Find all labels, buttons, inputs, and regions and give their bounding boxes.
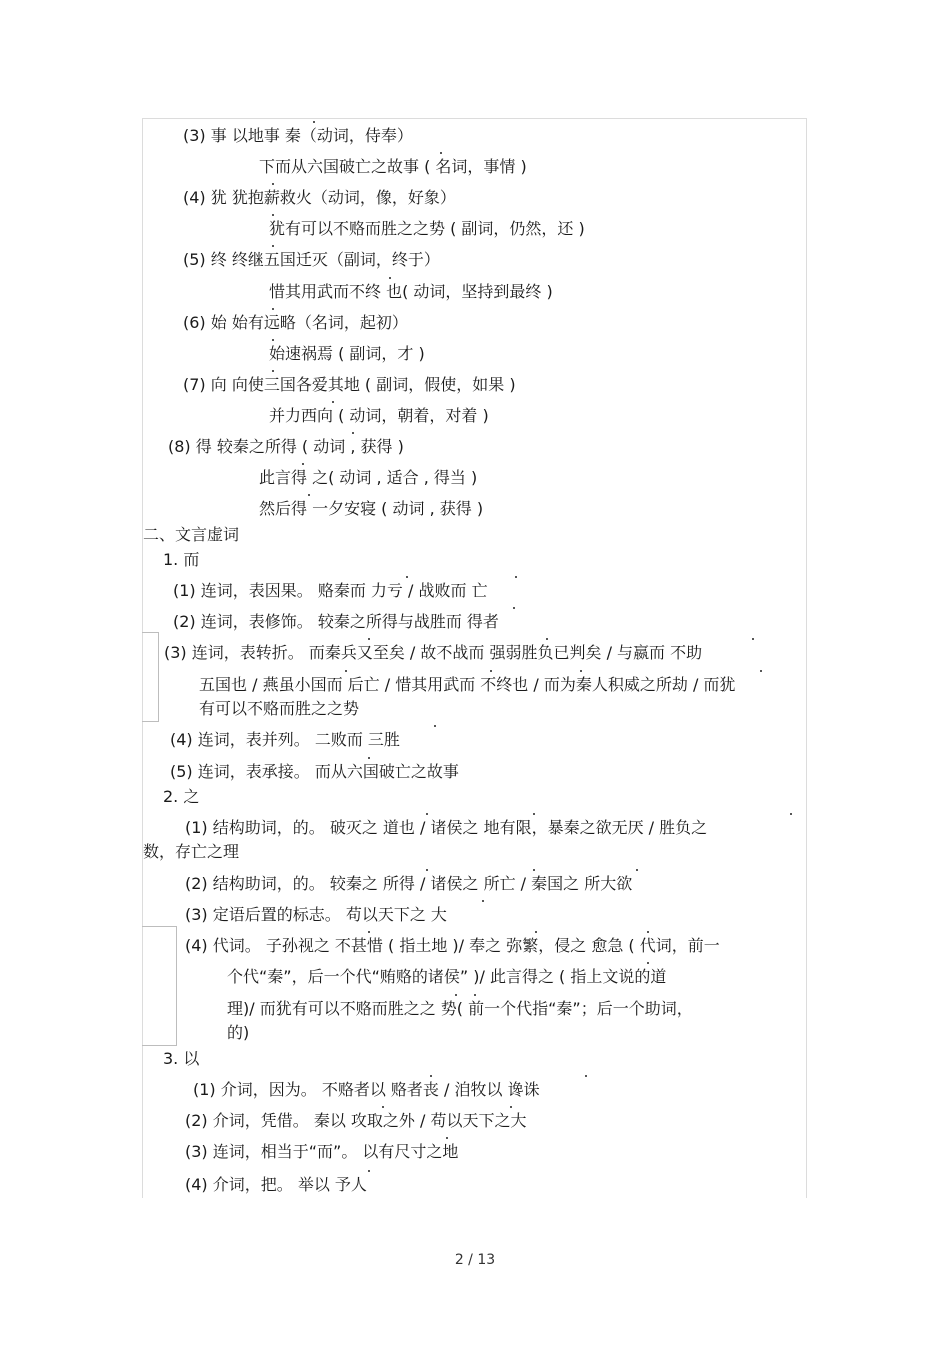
emphasis-dot [272,339,274,341]
emphasis-dot [580,670,582,672]
zhi-usage-3: (3) 定语后置的标志。 苟以天下之 大 [185,905,447,924]
entry-shi3-1: (6) 始 始有远略（名词，起初） [183,313,408,332]
entry-de-2: 此言得 之( 动词 , 适合 , 得当 ) [259,468,478,487]
entry-xiang-1: (7) 向 向使三国各爱其地 ( 副词，假使，如果 ) [183,375,516,394]
section-heading-xuci: 二、文言虚词 [143,525,240,544]
emphasis-dot [790,813,792,815]
emphasis-dot [272,308,274,310]
entry-you-1: (4) 犹 犹抱薪救火（动词，像，好象） [183,188,456,207]
emphasis-dot [513,607,515,609]
entry-zhong-2: 惜其用武而不终 也( 动词，坚持到最终 ) [269,282,553,301]
entry-you-2: 犹有可以不赂而胜之之势 ( 副词，仍然，还 ) [269,219,585,238]
emphasis-dot [313,121,315,123]
emphasis-dot [308,494,310,496]
yi-usage-4: (4) 介词，把。 举以 予人 [185,1175,367,1194]
entry-shi3-2: 始速祸焉 ( 副词，才 ) [269,344,425,363]
emphasis-dot [440,152,442,154]
zhi-usage-4-cont2: 理)/ 而犹有可以不赂而胜之之 势( 前一个代指“秦”；后一个助词， [227,999,693,1018]
emphasis-dot [426,813,428,815]
emphasis-dot [535,931,537,933]
emphasis-dot [585,1075,587,1077]
emphasis-dot [368,931,370,933]
emphasis-dot [272,245,274,247]
emphasis-dot [760,670,762,672]
zhi-usage-1: (1) 结构助词，的。 破灭之 道也 / 诸侯之 地有限，暴秦之欲无厌 / 胜负之 [185,818,708,837]
zhi-usage-2: (2) 结构助词，的。 较秦之 所得 / 诸侯之 所亡 / 秦国之 所大欲 [185,874,633,893]
bracket-er-3 [142,632,159,722]
emphasis-dot [332,401,334,403]
emphasis-dot [434,725,436,727]
emphasis-dot [426,869,428,871]
emphasis-dot [272,183,274,185]
emphasis-dot [515,576,517,578]
emphasis-dot [406,576,408,578]
emphasis-dot [533,813,535,815]
emphasis-dot [636,869,638,871]
emphasis-dot [490,670,492,672]
emphasis-dot [272,214,274,216]
entry-de-3: 然后得 一夕安寝 ( 动词 , 获得 ) [259,499,484,518]
subheading-er: 1. 而 [163,550,200,569]
emphasis-dot [382,1106,384,1108]
entry-xiang-2: 并力西向 ( 动词，朝着，对着 ) [269,406,489,425]
er-usage-4: (4) 连词，表并列。 二败而 三胜 [170,730,400,749]
emphasis-dot [352,432,354,434]
yi-usage-3: (3) 连词，相当于“而”。 以有尺寸之地 [185,1142,459,1161]
emphasis-dot [752,638,754,640]
zhi-usage-4: (4) 代词。 子孙视之 不甚惜 ( 指土地 )/ 奉之 弥繁，侵之 愈急 ( 代词，前一 [185,936,720,955]
er-usage-5: (5) 连词，表承接。 而从六国破亡之故事 [170,762,459,781]
entry-zhong-1: (5) 终 终继五国迁灭（副词，终于） [183,250,440,269]
er-usage-2: (2) 连词，表修饰。 较秦之所得与战胜而 得者 [173,612,499,631]
bracket-zhi-4 [142,926,177,1046]
zhi-usage-1-cont: 数，存亡之理 [143,842,240,861]
zhi-usage-4-cont1: 个代“秦”，后一个代“贿赂的诸侯” )/ 此言得之 ( 指上文说的道 [227,967,667,986]
entry-shi-2: 下而从六国破亡之故事 ( 名词，事情 ) [259,157,527,176]
emphasis-dot [446,1137,448,1139]
emphasis-dot [482,900,484,902]
emphasis-dot [533,869,535,871]
emphasis-dot [302,463,304,465]
yi-usage-1: (1) 介词，因为。 不赂者以 赂者丧 / 洎牧以 谗诛 [193,1080,540,1099]
entry-de-1: (8) 得 较秦之所得 ( 动词 , 获得 ) [168,437,404,456]
er-usage-3-cont1: 五国也 / 燕虽小国而 后亡 / 惜其用武而 不终也 / 而为秦人积威之所劫 / 而犹 [199,675,736,694]
emphasis-dot [647,931,649,933]
emphasis-dot [389,277,391,279]
entry-shi-1: (3) 事 以地事 秦（动词，侍奉） [183,126,413,145]
emphasis-dot [368,1170,370,1172]
emphasis-dot [368,638,370,640]
emphasis-dot [647,962,649,964]
emphasis-dot [546,638,548,640]
emphasis-dot [272,370,274,372]
emphasis-dot [430,1075,432,1077]
subheading-zhi: 2. 之 [163,787,200,806]
subheading-yi: 3. 以 [163,1049,200,1068]
emphasis-dot [474,994,476,996]
yi-usage-2: (2) 介词，凭借。 秦以 攻取之外 / 苟以天下之大 [185,1111,527,1130]
page-number: 2 / 13 [454,1252,496,1268]
emphasis-dot [368,757,370,759]
er-usage-1: (1) 连词，表因果。 赂秦而 力亏 / 战败而 亡 [173,581,488,600]
emphasis-dot [510,1106,512,1108]
emphasis-dot [345,670,347,672]
emphasis-dot [455,994,457,996]
er-usage-3: (3) 连词，表转折。 而秦兵又至矣 / 故不战而 强弱胜负已判矣 / 与嬴而 不助 [164,643,703,662]
er-usage-3-cont2: 有可以不赂而胜之之势 [199,699,360,718]
zhi-usage-4-cont3: 的) [227,1023,250,1042]
